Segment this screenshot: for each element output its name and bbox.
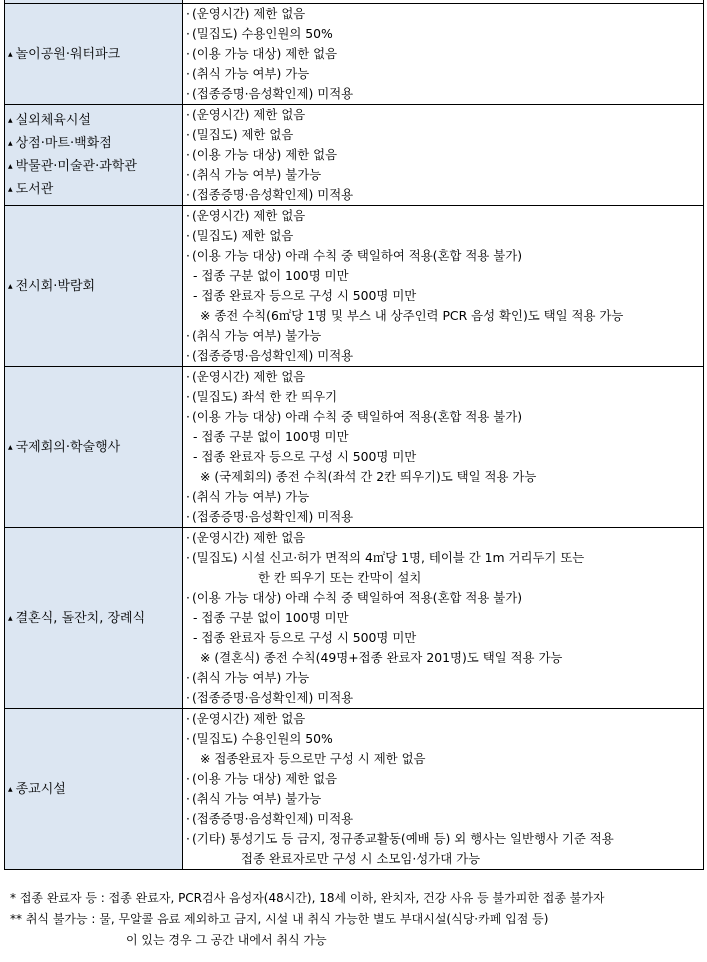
rule-line: · (운영시간) 제한 없음: [186, 709, 703, 729]
rule-cell: [183, 4, 704, 105]
rule-line: - 접종 완료자 등으로 구성 시 500명 미만: [193, 449, 417, 464]
category-cell: [5, 105, 183, 206]
rule-line: · (취식 가능 여부) 가능: [186, 487, 703, 507]
rule-cell: [183, 709, 704, 870]
rule-line: · (운영시간) 제한 없음: [186, 367, 703, 387]
footnote-eating-prohibited-cont: 이 있는 경우 그 공간 내에서 취식 가능: [126, 933, 327, 947]
rule-line: · (이용 가능 대상) 제한 없음: [186, 145, 703, 165]
rules-table: [4, 0, 704, 870]
rule-line: · (접종증명·음성확인제) 미적용: [186, 688, 703, 708]
table-row: [5, 4, 704, 105]
footnote-vaccinated-definition: * 접종 완료자 등 : 접종 완료자, PCR검사 음성자(48시간), 18세 이하, 완치자, 건강 사유 등 불가피한 접종 불가자: [10, 891, 605, 905]
category-label: [8, 436, 180, 459]
rule-line: · (취식 가능 여부) 가능: [186, 64, 703, 84]
rule-line: - 접종 완료자 등으로 구성 시 500명 미만: [193, 630, 417, 645]
category-text: 국제회의·학술행사: [15, 439, 121, 455]
rule-cell: [183, 105, 704, 206]
category-cell: [5, 206, 183, 367]
rule-line: ※ (국제회의) 종전 수칙(좌석 간 2칸 띄우기)도 택일 적용 가능: [200, 469, 537, 484]
rule-line: - 접종 구분 없이 100명 미만: [193, 610, 349, 625]
category-label: [8, 155, 180, 178]
rule-line: · (밀집도) 좌석 한 칸 띄우기: [186, 387, 703, 407]
rule-line: 접종 완료자로만 구성 시 소모임·성가대 가능: [241, 851, 481, 866]
rule-line: · (취식 가능 여부) 불가능: [186, 165, 703, 185]
table-row: [5, 367, 704, 528]
rule-line: · (접종증명·음성확인제) 미적용: [186, 809, 703, 829]
category-label: [8, 178, 180, 201]
rule-line: · (밀집도) 제한 없음: [186, 125, 703, 145]
rule-line: · (밀집도) 제한 없음: [186, 226, 703, 246]
rule-line: · (운영시간) 제한 없음: [186, 4, 703, 24]
table-row: [5, 528, 704, 709]
rule-line: · (밀집도) 수용인원의 50%: [186, 729, 703, 749]
category-cell: [5, 367, 183, 528]
rule-line: · (취식 가능 여부) 불가능: [186, 789, 703, 809]
rule-line: - 접종 완료자 등으로 구성 시 500명 미만: [193, 288, 417, 303]
footnote-eating-prohibited: ** 취식 불가능 : 물, 무알콜 음료 제외하고 금지, 시설 내 취식 가능한 별도 부대시설(식당·카페 입점 등): [10, 912, 549, 926]
footnotes: [10, 888, 700, 951]
category-label: [8, 275, 180, 298]
rule-cell: [183, 206, 704, 367]
rule-line: · (운영시간) 제한 없음: [186, 105, 703, 125]
category-label: [8, 43, 180, 66]
rule-cell: [183, 367, 704, 528]
category-text: 결혼식, 돌잔치, 장례식: [15, 610, 146, 626]
rule-line: · (이용 가능 대상) 제한 없음: [186, 769, 703, 789]
rule-line: · (취식 가능 여부) 불가능: [186, 326, 703, 346]
rule-line: · (기타) 통성기도 등 금지, 정규종교활동(예배 등) 외 행사는 일반행사 기준 적용: [186, 829, 703, 849]
category-text: 상점·마트·백화점: [15, 136, 112, 151]
rule-cell: [183, 528, 704, 709]
triangle-bullet-icon: ▲: [8, 50, 13, 58]
table-row: [5, 206, 704, 367]
rule-line: · (밀집도) 수용인원의 50%: [186, 24, 703, 44]
category-cell: [5, 4, 183, 105]
rule-line: · (접종증명·음성확인제) 미적용: [186, 507, 703, 527]
rule-line: · (이용 가능 대상) 아래 수칙 중 택일하여 적용(혼합 적용 불가): [186, 588, 703, 608]
rule-line: · (이용 가능 대상) 아래 수칙 중 택일하여 적용(혼합 적용 불가): [186, 246, 703, 266]
rule-line: · (이용 가능 대상) 제한 없음: [186, 44, 703, 64]
rule-line: · (접종증명·음성확인제) 미적용: [186, 346, 703, 366]
triangle-bullet-icon: ▲: [8, 614, 13, 622]
category-text: 종교시설: [15, 781, 66, 797]
rules-body: [5, 0, 704, 870]
category-text: 도서관: [15, 182, 54, 197]
rule-line: 한 칸 띄우기 또는 칸막이 설치: [258, 570, 422, 585]
category-text: 실외체육시설: [15, 113, 91, 128]
rule-line: · (취식 가능 여부) 가능: [186, 668, 703, 688]
rule-line: - 접종 구분 없이 100명 미만: [193, 268, 349, 283]
category-label: [8, 132, 180, 155]
category-cell: [5, 528, 183, 709]
triangle-bullet-icon: ▲: [8, 186, 13, 193]
rule-line: · (운영시간) 제한 없음: [186, 528, 703, 548]
category-cell: [5, 709, 183, 870]
category-label: [8, 778, 180, 801]
triangle-bullet-icon: ▲: [8, 117, 13, 124]
rule-line: · (접종증명·음성확인제) 미적용: [186, 185, 703, 205]
rule-line: ※ (결혼식) 종전 수칙(49명+접종 완료자 201명)도 택일 적용 가능: [200, 650, 563, 665]
triangle-bullet-icon: ▲: [8, 785, 13, 793]
triangle-bullet-icon: ▲: [8, 140, 13, 147]
table-row: [5, 709, 704, 870]
category-text: 전시회·박람회: [15, 278, 96, 294]
rule-line: · (접종증명·음성확인제) 미적용: [186, 84, 703, 104]
rule-line: · (밀집도) 시설 신고·허가 면적의 4㎡당 1명, 테이블 간 1m 거리두기 또는: [186, 548, 703, 568]
triangle-bullet-icon: ▲: [8, 163, 13, 170]
rule-line: · (이용 가능 대상) 아래 수칙 중 택일하여 적용(혼합 적용 불가): [186, 407, 703, 427]
table-row: [5, 105, 704, 206]
category-label: [8, 109, 180, 132]
triangle-bullet-icon: ▲: [8, 282, 13, 290]
rule-line: ※ 종전 수칙(6㎡당 1명 및 부스 내 상주인력 PCR 음성 확인)도 택일 적용 가능: [200, 308, 624, 323]
category-text: 놀이공원·워터파크: [15, 46, 121, 62]
rule-line: · (운영시간) 제한 없음: [186, 206, 703, 226]
category-label: [8, 607, 180, 630]
category-text: 박물관·미술관·과학관: [15, 159, 137, 174]
rule-line: ※ 접종완료자 등으로만 구성 시 제한 없음: [200, 751, 426, 766]
triangle-bullet-icon: ▲: [8, 443, 13, 451]
rule-line: - 접종 구분 없이 100명 미만: [193, 429, 349, 444]
